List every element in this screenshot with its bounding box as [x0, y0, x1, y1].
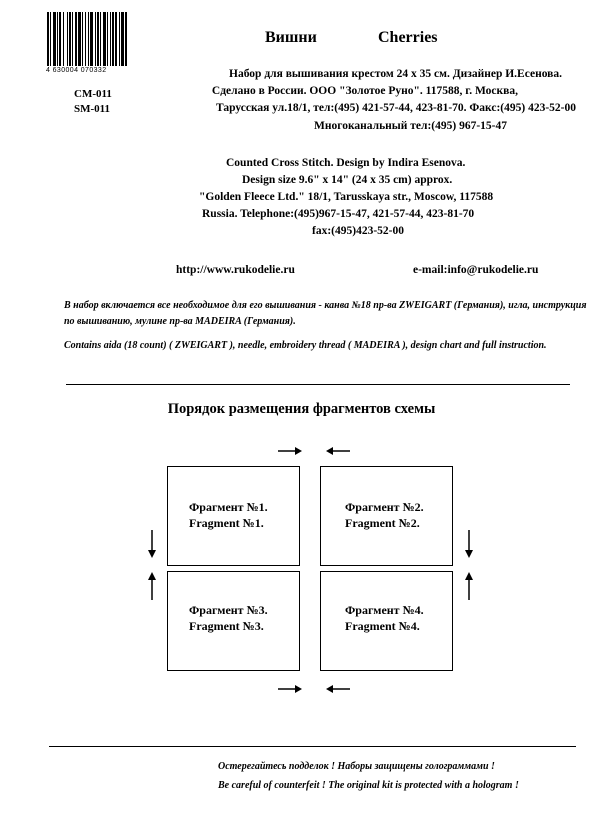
en-info-line: Design size 9.6" x 14" (24 x 35 cm) approx. — [242, 174, 453, 186]
fragment-label-en: Fragment №4. — [345, 619, 420, 633]
fragment-label-ru: Фрагмент №1. — [189, 500, 268, 514]
ru-info-line: Тарусская ул.18/1, тел:(495) 421-57-44, 423-81-70. Факс:(495) 423-52-00 — [216, 102, 576, 114]
fragment-label-en: Fragment №2. — [345, 516, 420, 530]
en-info-line: Russia. Telephone:(495)967-15-47, 421-57-44, 423-81-70 — [202, 208, 475, 220]
fragment-label-en: Fragment №3. — [189, 619, 264, 633]
counterfeit-warning-en: Be careful of counterfeit ! The original kit is protected with a hologram ! — [218, 780, 519, 791]
arrow-down-icon — [146, 530, 158, 558]
website-link[interactable]: http://www.rukodelie.ru — [176, 264, 295, 276]
ru-info-line: Набор для вышивания крестом 24 х 35 см. Дизайнер И.Есенова. — [229, 68, 562, 80]
layout-section-title: Порядок размещения фрагментов схемы — [167, 401, 436, 417]
divider-bottom — [49, 746, 576, 747]
title-ru: Вишни — [265, 29, 317, 46]
en-info-line: Counted Cross Stitch. Design by Indira Esenova. — [226, 157, 466, 169]
barcode-icon — [47, 12, 143, 70]
arrow-up-icon — [146, 572, 158, 600]
arrow-left-icon — [326, 445, 350, 457]
product-code-sm: SM-011 — [74, 103, 111, 115]
arrow-left-icon — [326, 683, 350, 695]
email-link[interactable]: e-mail:info@rukodelie.ru — [413, 264, 539, 276]
counterfeit-warning-ru: Остерегайтесь подделок ! Наборы защищены голограммами ! — [218, 761, 495, 772]
ru-info-line: Сделано в России. ООО "Золотое Руно". 117588, г. Москва, — [211, 85, 518, 97]
kit-contents-en: Contains aida (18 count) ( ZWEIGART ), needle, embroidery thread ( MADEIRA ), design chart and full instruction. — [64, 340, 547, 351]
barcode-digits: 4 630004 070332 — [46, 67, 107, 74]
fragment-label-en: Fragment №1. — [189, 516, 264, 530]
ru-info-line: Многоканальный тел:(495) 967-15-47 — [314, 120, 507, 132]
en-info-line: fax:(495)423-52-00 — [312, 225, 404, 237]
fragment-label-ru: Фрагмент №4. — [345, 603, 424, 617]
fragment-box-4 — [320, 571, 453, 671]
arrow-right-icon — [278, 683, 302, 695]
product-code-cm: CM-011 — [74, 88, 112, 100]
fragment-box-2 — [320, 466, 453, 566]
fragment-label-ru: Фрагмент №3. — [189, 603, 268, 617]
kit-contents-ru: В набор включается все необходимое для его вышивания - канва №18 пр-ва ZWEIGART (Германия), игла, инструкция по вышиванию, мулине пр-ва MADEIRA (Германия). — [64, 300, 587, 327]
fragment-label-ru: Фрагмент №2. — [345, 500, 424, 514]
arrow-up-icon — [463, 572, 475, 600]
title-en: Cherries — [378, 29, 438, 46]
arrow-right-icon — [278, 445, 302, 457]
en-info-line: "Golden Fleece Ltd." 18/1, Tarusskaya str., Moscow, 117588 — [199, 191, 494, 203]
divider-top — [66, 384, 570, 385]
arrow-down-icon — [463, 530, 475, 558]
fragment-box-3 — [167, 571, 300, 671]
fragment-box-1 — [167, 466, 300, 566]
